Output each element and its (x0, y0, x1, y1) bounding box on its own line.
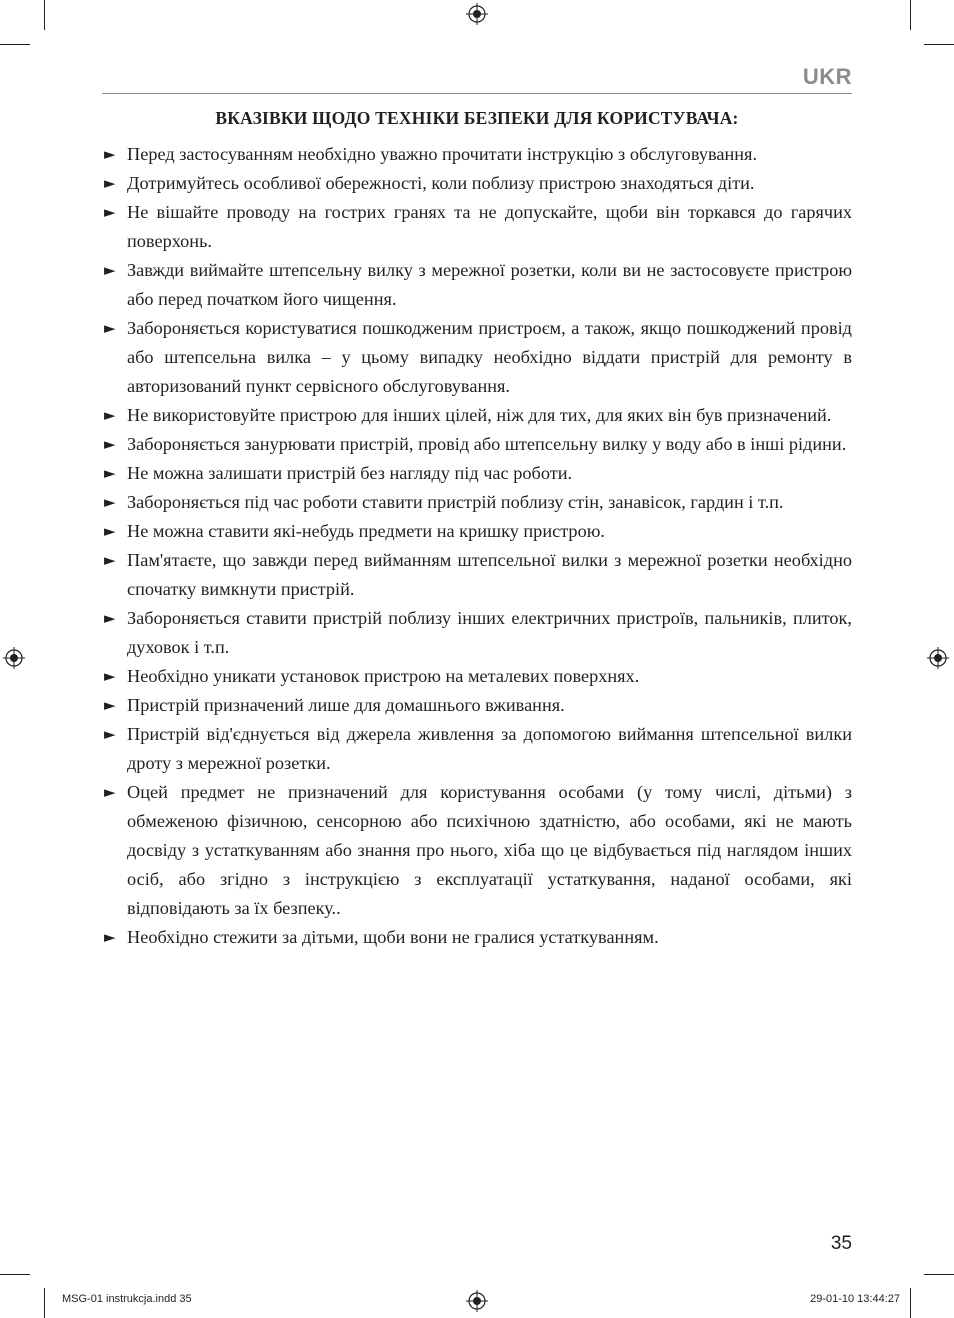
list-item (104, 198, 852, 256)
page-number: 35 (830, 1233, 852, 1254)
list-item (104, 140, 852, 169)
crop-mark (44, 1288, 45, 1318)
header-divider (102, 93, 852, 94)
list-item (104, 923, 852, 952)
crop-mark (0, 44, 30, 45)
list-item-text: Не використовуйте пристрою для інших цілей, ніж для тих, для яких він був призначений. (127, 405, 832, 425)
list-item-text: Не вішайте проводу на гострих гранях та не допускайте, щоби він торкався до гарячих поверхонь. (127, 202, 852, 251)
list-item (104, 256, 852, 314)
bullet-arrow-icon: ► (104, 783, 116, 801)
list-item (104, 720, 852, 778)
bullet-arrow-icon: ► (104, 261, 116, 279)
bullet-arrow-icon: ► (104, 522, 116, 540)
list-item (104, 604, 852, 662)
slug-file-info: MSG-01 instrukcja.indd 35 (62, 1293, 192, 1305)
bullet-arrow-icon: ► (104, 609, 116, 627)
bullet-arrow-icon: ► (104, 435, 116, 453)
bullet-arrow-icon: ► (104, 696, 116, 714)
list-item (104, 401, 852, 430)
list-item-text: Забороняється користуватися пошкодженим пристроєм, а також, якщо пошкоджений провід або штепсельна вилка – у цьому випадку необхідно віддати пристрій для ремонту в авторизований пункт сервісного обслуговування. (127, 318, 852, 396)
list-item-text: Необхідно стежити за дітьми, щоби вони не гралися устаткуванням. (127, 927, 659, 947)
registration-mark-icon (466, 1290, 488, 1312)
list-item-text: Перед застосуванням необхідно уважно прочитати інструкцію з обслуговування. (127, 144, 758, 164)
bullet-arrow-icon: ► (104, 319, 116, 337)
crop-mark (910, 1288, 911, 1318)
section-title: ВКАЗІВКИ ЩОДО ТЕХНІКИ БЕЗПЕКИ ДЛЯ КОРИСТУВАЧА: (215, 108, 739, 128)
crop-mark (0, 1274, 30, 1275)
crop-mark (44, 0, 45, 30)
list-item-text: Пам'ятаєте, що завжди перед вийманням штепсельної вилки з мережної розетки необхідно спочатку вимкнути пристрій. (127, 550, 852, 599)
crop-mark (924, 44, 954, 45)
safety-instructions-list (104, 140, 852, 952)
list-item (104, 778, 852, 923)
crop-mark (910, 0, 911, 30)
slug-date-info: 29-01-10 13:44:27 (810, 1293, 900, 1305)
registration-mark-icon (3, 647, 25, 669)
bullet-arrow-icon: ► (104, 667, 116, 685)
bullet-arrow-icon: ► (104, 464, 116, 482)
language-label: UKR (802, 64, 852, 89)
registration-mark-icon (927, 647, 949, 669)
bullet-arrow-icon: ► (104, 928, 116, 946)
bullet-arrow-icon: ► (104, 493, 116, 511)
list-item-text: Дотримуйтесь особливої обережності, коли поблизу пристрою знаходяться діти. (127, 173, 755, 193)
registration-mark-icon (466, 3, 488, 25)
list-item-text: Забороняється занурювати пристрій, провід або штепсельну вилку у воду або в інші рідини. (127, 434, 847, 454)
bullet-arrow-icon: ► (104, 203, 116, 221)
list-item (104, 662, 852, 691)
bullet-arrow-icon: ► (104, 551, 116, 569)
list-item (104, 314, 852, 401)
list-item (104, 459, 852, 488)
list-item-text: Забороняється ставити пристрій поблизу інших електричних пристроїв, пальників, плиток, духовок і т.п. (127, 608, 852, 657)
crop-mark (924, 1274, 954, 1275)
list-item-text: Пристрій від'єднується від джерела живлення за допомогою виймання штепсельної вилки дроту з мережної розетки. (127, 724, 852, 773)
list-item (104, 517, 852, 546)
bullet-arrow-icon: ► (104, 174, 116, 192)
list-item (104, 430, 852, 459)
list-item-text: Завжди виймайте штепсельну вилку з мережної розетки, коли ви не застосовуєте пристрою або перед початком його чищення. (127, 260, 852, 309)
list-item-text: Не можна ставити які-небудь предмети на кришку пристрою. (127, 521, 605, 541)
list-item-text: Оцей предмет не призначений для користування особами (у тому числі, дітьми) з обмеженою фізичною, сенсорною або психічною здатністю, або особами, які не мають досвіду з устаткуванням або знання про нього, хіба що це відбувається під наглядом інших осіб, або згідно з інструкцією з експлуатації устаткування, наданої особами, які відповідають за їх безпеку.. (127, 782, 852, 918)
list-item (104, 691, 852, 720)
bullet-arrow-icon: ► (104, 406, 116, 424)
list-item (104, 169, 852, 198)
bullet-arrow-icon: ► (104, 725, 116, 743)
list-item-text: Пристрій призначений лише для домашнього вживання. (127, 695, 565, 715)
bullet-arrow-icon: ► (104, 145, 116, 163)
list-item-text: Не можна залишати пристрій без нагляду під час роботи. (127, 463, 573, 483)
list-item (104, 546, 852, 604)
list-item-text: Забороняється під час роботи ставити пристрій поблизу стін, занавісок, гардин і т.п. (127, 492, 784, 512)
list-item (104, 488, 852, 517)
list-item-text: Необхідно уникати установок пристрою на металевих поверхнях. (127, 666, 640, 686)
